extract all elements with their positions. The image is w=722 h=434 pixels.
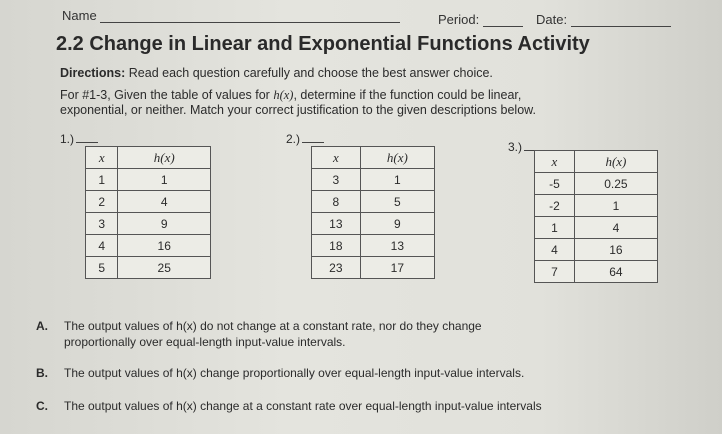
- problem-1-answer-blank: [76, 142, 98, 143]
- table-header-row: [535, 151, 658, 173]
- table-header-hx: h(x): [574, 151, 657, 173]
- problem-2-answer-blank: [302, 142, 324, 143]
- table-header-x: x: [535, 151, 575, 173]
- instructions-line2: exponential, or neither. Match your correct justification to the given descriptions below.: [60, 103, 536, 117]
- problem-3-label: 3.): [508, 140, 523, 154]
- date-blank: [571, 26, 671, 27]
- directions: [60, 66, 493, 80]
- table-cell: 23: [312, 257, 361, 279]
- table-header-hx: h(x): [360, 147, 434, 169]
- table-row: [312, 169, 435, 191]
- table-cell: 13: [360, 235, 434, 257]
- table-cell: 7: [535, 261, 575, 283]
- table-cell: 0.25: [574, 173, 657, 195]
- table-cell: 1: [360, 169, 434, 191]
- table-row: [312, 191, 435, 213]
- choice-b-letter: B.: [36, 366, 48, 380]
- choice-c-text: The output values of h(x) change at a constant rate over equal-length input-value intervals: [64, 399, 542, 413]
- choice-a: [36, 318, 482, 350]
- instructions: [60, 88, 700, 118]
- table-row: [312, 213, 435, 235]
- table-row: [535, 239, 658, 261]
- name-label: Name: [62, 8, 97, 23]
- problem-1-label: 1.): [60, 132, 75, 146]
- table-cell: 16: [118, 235, 211, 257]
- table-cell: 9: [360, 213, 434, 235]
- table-row: [86, 191, 211, 213]
- table-cell: 18: [312, 235, 361, 257]
- table-header-hx: h(x): [118, 147, 211, 169]
- table-cell: 1: [574, 195, 657, 217]
- table-cell: 16: [574, 239, 657, 261]
- table-cell: 1: [535, 217, 575, 239]
- table-cell: 13: [312, 213, 361, 235]
- table-row: [86, 235, 211, 257]
- choice-a-letter: A.: [36, 319, 48, 333]
- instructions-function: h(x): [273, 88, 294, 102]
- value-table-1: [85, 146, 211, 279]
- table-row: [535, 195, 658, 217]
- table-row: [535, 173, 658, 195]
- date-label: Date:: [536, 12, 568, 27]
- instructions-line1-a: For #1-3, Given the table of values for: [60, 88, 274, 102]
- directions-text: Read each question carefully and choose the best answer choice.: [128, 66, 493, 80]
- directions-label: Directions:: [60, 66, 126, 80]
- table-cell: 9: [118, 213, 211, 235]
- name-field: [62, 8, 400, 23]
- name-blank: [100, 22, 400, 23]
- table-cell: 1: [86, 169, 118, 191]
- table-row: [312, 257, 435, 279]
- table-cell: 17: [360, 257, 434, 279]
- table-cell: -2: [535, 195, 575, 217]
- value-table-2: [311, 146, 435, 279]
- table-row: [535, 261, 658, 283]
- choice-c-letter: C.: [36, 399, 48, 413]
- table-row: [312, 235, 435, 257]
- problem-1-number: [60, 132, 98, 146]
- period-blank: [483, 26, 523, 27]
- table-cell: 5: [360, 191, 434, 213]
- table-cell: 4: [86, 235, 118, 257]
- choice-a-text-line1: The output values of h(x) do not change at a constant rate, nor do they change: [64, 319, 482, 333]
- choice-b: [36, 365, 524, 381]
- table-cell: 2: [86, 191, 118, 213]
- choice-c: [36, 398, 542, 414]
- date-field: [536, 12, 671, 27]
- table-cell: 3: [86, 213, 118, 235]
- choice-b-text: The output values of h(x) change proportionally over equal-length input-value intervals.: [64, 366, 525, 380]
- table-header-row: [86, 147, 211, 169]
- choice-a-text-line2: proportionally over equal-length input-value intervals.: [64, 335, 346, 349]
- period-field: [438, 12, 523, 27]
- instructions-line1-b: , determine if the function could be linear,: [293, 88, 522, 102]
- table-row: [535, 217, 658, 239]
- value-table-3: [534, 150, 658, 283]
- table-cell: 1: [118, 169, 211, 191]
- table-cell: 5: [86, 257, 118, 279]
- problem-2-label: 2.): [286, 132, 301, 146]
- table-row: [86, 257, 211, 279]
- table-row: [86, 169, 211, 191]
- table-row: [86, 213, 211, 235]
- table-cell: -5: [535, 173, 575, 195]
- table-cell: 3: [312, 169, 361, 191]
- table-cell: 8: [312, 191, 361, 213]
- table-header-x: x: [312, 147, 361, 169]
- page-title: 2.2 Change in Linear and Exponential Functions Activity: [56, 33, 590, 55]
- table-header-row: [312, 147, 435, 169]
- table-cell: 4: [535, 239, 575, 261]
- period-label: Period:: [438, 12, 480, 27]
- table-cell: 4: [118, 191, 211, 213]
- table-cell: 4: [574, 217, 657, 239]
- table-header-x: x: [86, 147, 118, 169]
- table-cell: 64: [574, 261, 657, 283]
- table-cell: 25: [118, 257, 211, 279]
- problem-2-number: [286, 132, 324, 146]
